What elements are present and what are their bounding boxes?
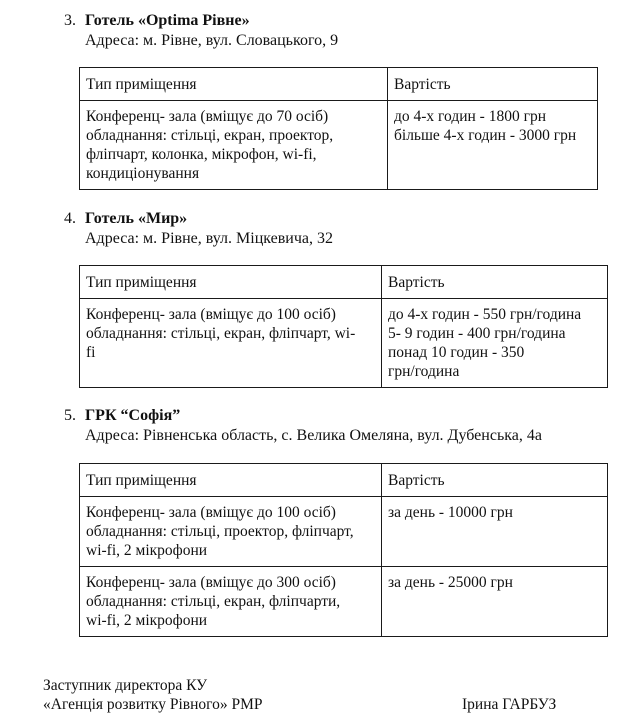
section-title: ГРК “Софія”	[85, 407, 181, 424]
table-header-row	[80, 68, 598, 101]
signatory-position-line2: «Агенція розвитку Рівного» РМР	[43, 696, 263, 713]
table-row	[80, 567, 608, 637]
price-cell	[388, 101, 598, 190]
venue-table-myr	[79, 265, 608, 388]
header-price: Вартість	[382, 464, 608, 497]
price-line: понад 10 годин - 350	[388, 344, 525, 361]
section-address: Адреса: м. Рівне, вул. Словацького, 9	[85, 32, 339, 49]
section-number: 5.	[64, 407, 76, 424]
price-line: за день - 10000 грн	[388, 504, 513, 521]
signatory-position-line1: Заступник директора КУ	[43, 677, 208, 694]
section-number: 3.	[64, 12, 76, 29]
table-header-row	[80, 266, 608, 299]
price-line: до 4-х годин - 1800 грн	[394, 108, 546, 125]
header-room-type: Тип приміщення	[80, 464, 382, 497]
price-line: грн/година	[388, 363, 460, 380]
room-line: wi-fi, 2 мікрофони	[86, 542, 208, 559]
room-line: обладнання: стільці, проектор, фліпчарт,	[86, 523, 354, 540]
price-cell	[382, 497, 608, 567]
section-address: Адреса: Рівненська область, с. Велика Омеляна, вул. Дубенська, 4а	[85, 427, 542, 444]
room-line: обладнання: стільці, екран, фліпчарт, wi-	[86, 325, 356, 342]
header-price: Вартість	[388, 68, 598, 101]
price-line: за день - 25000 грн	[388, 574, 513, 591]
section-heading-optima	[64, 11, 250, 30]
room-line: fi	[86, 344, 96, 361]
table-header-row	[80, 464, 608, 497]
section-title: Готель «Optima Рівне»	[85, 12, 250, 29]
section-title: Готель «Мир»	[85, 210, 188, 227]
table-row	[80, 299, 608, 388]
room-line: обладнання: стільці, екран, проектор,	[86, 127, 334, 144]
header-room-type: Тип приміщення	[80, 68, 388, 101]
room-cell	[80, 497, 382, 567]
price-line: більше 4-х годин - 3000 грн	[394, 127, 577, 144]
price-line: до 4-х годин - 550 грн/година	[388, 306, 582, 323]
section-heading-sofia	[64, 406, 180, 425]
table-row	[80, 101, 598, 190]
table-row	[80, 497, 608, 567]
section-heading-myr	[64, 209, 187, 228]
header-room-type: Тип приміщення	[80, 266, 382, 299]
price-cell	[382, 567, 608, 637]
venue-table-optima	[79, 67, 598, 190]
room-line: Конференц- зала (вміщує до 300 осіб)	[86, 574, 336, 591]
room-line: Конференц- зала (вміщує до 100 осіб)	[86, 504, 336, 521]
section-number: 4.	[64, 210, 76, 227]
room-cell	[80, 101, 388, 190]
room-cell	[80, 567, 382, 637]
room-line: фліпчарт, колонка, мікрофон, wi-fi,	[86, 146, 317, 163]
price-line: 5- 9 годин - 400 грн/година	[388, 325, 566, 342]
room-line: Конференц- зала (вміщує до 100 осіб)	[86, 306, 336, 323]
room-line: Конференц- зала (вміщує до 70 осіб)	[86, 108, 329, 125]
room-line: кондиціонування	[86, 165, 200, 182]
room-line: wi-fi, 2 мікрофони	[86, 612, 208, 629]
room-line: обладнання: стільці, екран, фліпчарти,	[86, 593, 341, 610]
room-cell	[80, 299, 382, 388]
venue-table-sofia	[79, 463, 608, 637]
signatory-name: Ірина ГАРБУЗ	[462, 696, 557, 713]
header-price: Вартість	[382, 266, 608, 299]
section-address: Адреса: м. Рівне, вул. Міцкевича, 32	[85, 230, 333, 247]
price-cell	[382, 299, 608, 388]
